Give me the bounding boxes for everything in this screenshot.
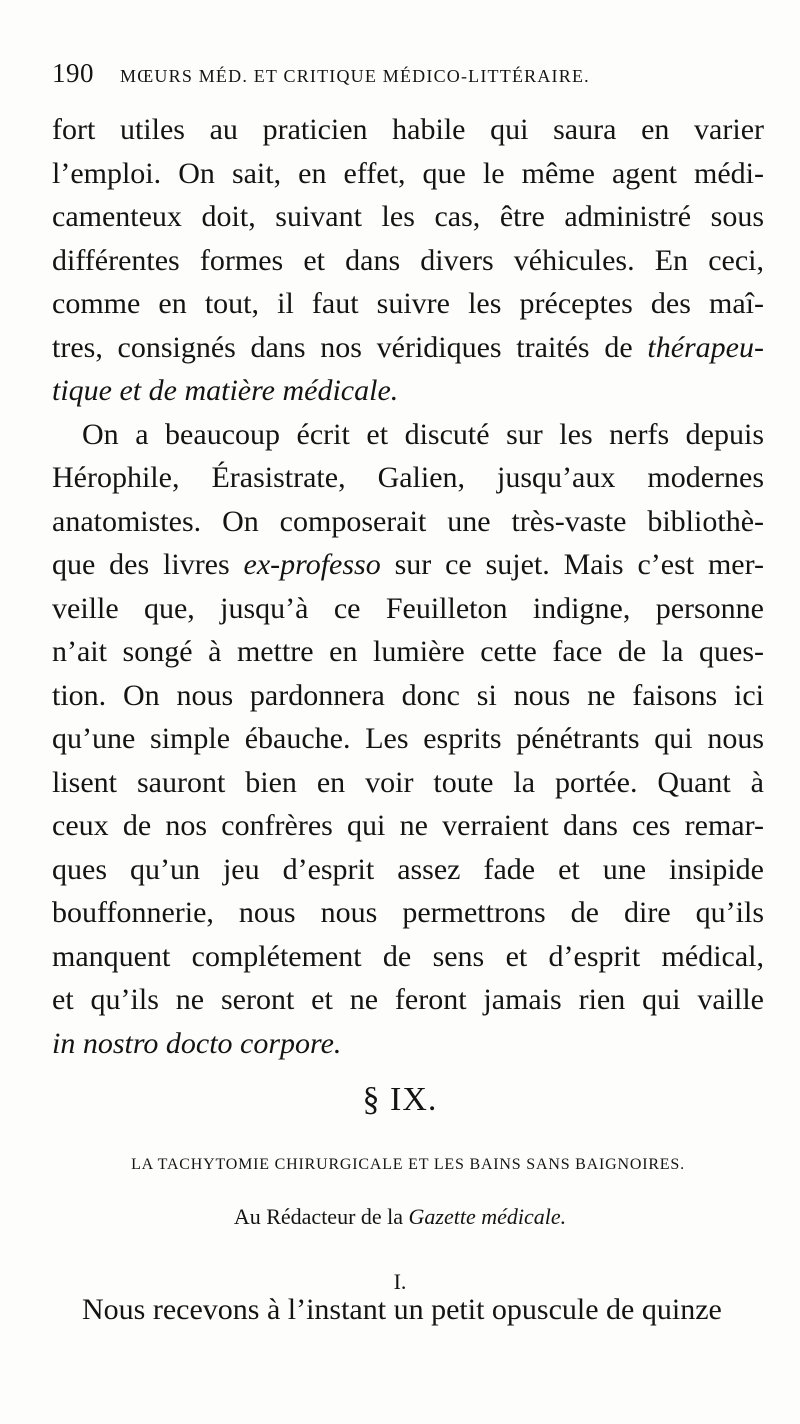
running-title: MŒURS MÉD. ET CRITIQUE MÉDICO-LITTÉRAIRE. xyxy=(120,66,590,86)
line-italic: ex-professo xyxy=(243,548,381,581)
line-italic: thérapeu- xyxy=(647,330,764,364)
text-line xyxy=(52,804,764,848)
text-line xyxy=(52,674,764,718)
text-line xyxy=(52,282,764,326)
line-text: fort utiles au praticien habile qui saura en varier xyxy=(52,113,764,146)
text-line xyxy=(52,239,764,283)
body-text xyxy=(52,108,764,1065)
line-text: anatomistes. On composerait une très-vaste bibliothè- xyxy=(52,504,764,538)
line-text: veille que, jusqu’à ce Feuilleton indigne, personne xyxy=(52,591,764,625)
section-subtitle: LA TACHYTOMIE CHIRURGICALE ET LES BAINS SANS BAIGNOIRES. xyxy=(131,1156,685,1173)
line-italic: tique et de matière médicale. xyxy=(52,374,399,407)
closing-text xyxy=(52,1290,764,1330)
line-text: tres, consignés dans nos véridiques traités de xyxy=(52,330,648,364)
journal-title: Gazette médicale. xyxy=(408,1204,567,1229)
text-line xyxy=(52,369,764,413)
line-text: que des livres xyxy=(52,548,244,581)
text-line: Nous recevons à l’instant un petit opuscule de quinze xyxy=(82,1293,722,1326)
text-line xyxy=(52,717,764,761)
line-text-after: sur ce sujet. Mais c’est mer- xyxy=(380,548,764,581)
line-text: tion. On nous pardonnera donc si nous ne faisons ici xyxy=(52,678,764,712)
paragraph-2 xyxy=(52,413,764,1066)
text-line xyxy=(52,456,764,500)
line-text: lisent sauront bien en voir toute la portée. Quant à xyxy=(52,765,764,799)
line-text: Hérophile, Érasistrate, Galien, jusqu’aux modernes xyxy=(52,461,764,494)
line-text: On a beaucoup écrit et discuté sur les nerfs depuis xyxy=(82,417,764,451)
part-number: I. xyxy=(393,1269,407,1294)
text-line xyxy=(52,587,764,631)
text-line xyxy=(52,543,764,587)
line-text: différentes formes et dans divers véhicules. En ceci, xyxy=(52,243,764,277)
page-number: 190 xyxy=(52,58,94,88)
text-line xyxy=(52,500,764,544)
line-text: manquent complétement de sens et d’esprit médical, xyxy=(52,939,764,973)
paragraph-1 xyxy=(52,108,764,413)
line-text: ceux de nos confrères qui ne verraient dans ces remar- xyxy=(52,809,764,842)
text-line xyxy=(52,630,764,674)
line-text: l’emploi. On sait, en effet, que le même agent médi- xyxy=(52,156,764,190)
line-text: bouffonnerie, nous nous permettrons de dire qu’ils xyxy=(52,896,764,929)
address-prefix: Au Rédacteur de la xyxy=(233,1204,409,1229)
line-text: ques qu’un jeu d’esprit assez fade et une insipide xyxy=(52,852,764,886)
line-italic: in nostro docto corpore. xyxy=(52,1026,342,1060)
line-text: et qu’ils ne seront et ne feront jamais rien qui vaille xyxy=(52,983,764,1016)
text-line xyxy=(52,413,764,457)
line-text: n’ait songé à mettre en lumière cette face de la ques- xyxy=(52,635,764,668)
text-line xyxy=(52,891,764,935)
text-line xyxy=(52,108,764,152)
text-line xyxy=(52,848,764,892)
text-line xyxy=(52,935,764,979)
section-heading: § IX. xyxy=(362,1081,438,1118)
line-text: camenteux doit, suivant les cas, être administré sous xyxy=(52,200,764,233)
line-text: qu’une simple ébauche. Les esprits pénétrants qui nous xyxy=(52,722,764,755)
line-text: comme en tout, il faut suivre les préceptes des maî- xyxy=(52,287,764,320)
running-head xyxy=(52,58,752,94)
text-line xyxy=(52,761,764,805)
text-line xyxy=(52,195,764,239)
text-line xyxy=(52,152,764,196)
address-line xyxy=(0,1203,800,1231)
text-line xyxy=(52,978,764,1022)
text-line xyxy=(52,326,764,370)
text-line xyxy=(52,1022,764,1066)
